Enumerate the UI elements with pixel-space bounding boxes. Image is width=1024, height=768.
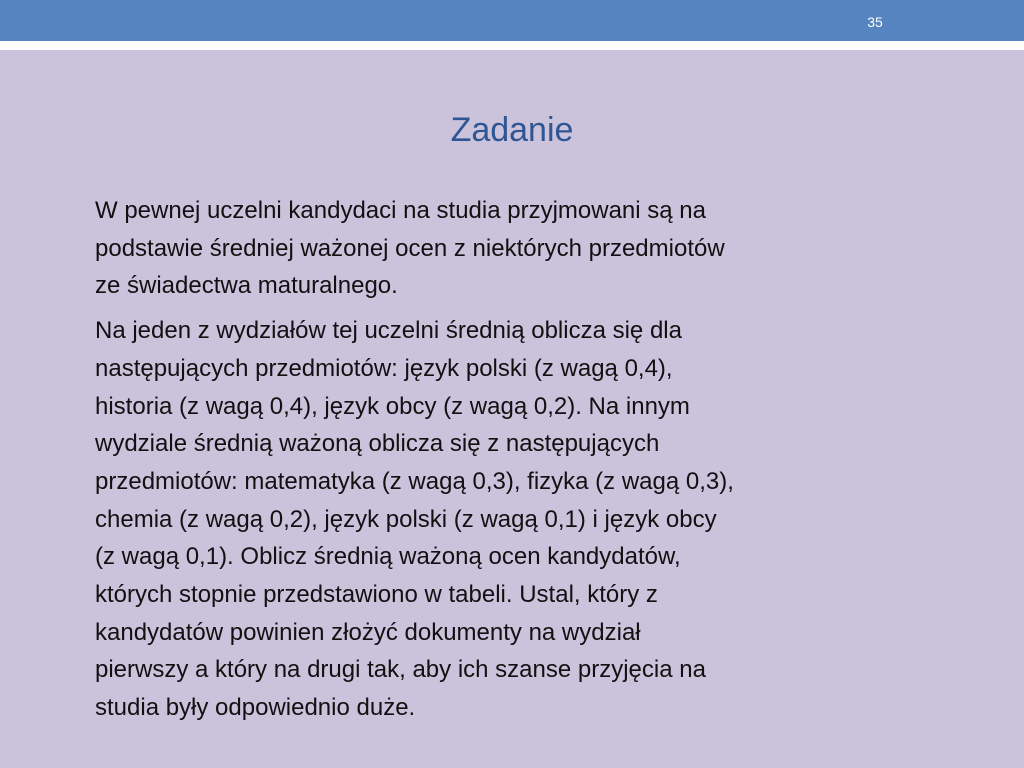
slide-title: Zadanie bbox=[450, 111, 574, 149]
text-line: wydziale średnią ważoną oblicza się z następujących bbox=[95, 430, 660, 458]
text-line: następujących przedmiotów: język polski (z wagą 0,4), bbox=[95, 354, 673, 382]
text-line: W pewnej uczelni kandydaci na studia przyjmowani są na bbox=[95, 197, 706, 224]
text-line: których stopnie przedstawiono w tabeli. Ustal, który z bbox=[95, 581, 658, 609]
text-line: ze świadectwa maturalnego. bbox=[95, 272, 398, 300]
text-line: podstawie średniej ważonej ocen z niektórych przedmiotów bbox=[95, 234, 725, 262]
text-line: (z wagą 0,1). Oblicz średnią ważoną ocen kandydatów, bbox=[95, 543, 681, 571]
top-divider bbox=[0, 41, 1024, 50]
paragraph-task bbox=[95, 312, 955, 727]
paragraph-intro bbox=[95, 192, 955, 305]
text-line: Na jeden z wydziałów tej uczelni średnią oblicza się dla bbox=[95, 317, 682, 345]
slide-body bbox=[95, 192, 955, 727]
text-line: pierwszy a który na drugi tak, aby ich szanse przyjęcia na bbox=[95, 656, 706, 684]
text-line: studia były odpowiednio duże. bbox=[95, 694, 416, 722]
slide-number: 35 bbox=[867, 14, 883, 30]
text-line: kandydatów powinien złożyć dokumenty na wydział bbox=[95, 618, 641, 646]
text-line: chemia (z wagą 0,2), język polski (z wagą 0,1) i język obcy bbox=[95, 505, 717, 533]
text-line: historia (z wagą 0,4), język obcy (z wagą 0,2). Na innym bbox=[95, 392, 690, 420]
text-line: przedmiotów: matematyka (z wagą 0,3), fizyka (z wagą 0,3), bbox=[95, 467, 734, 495]
